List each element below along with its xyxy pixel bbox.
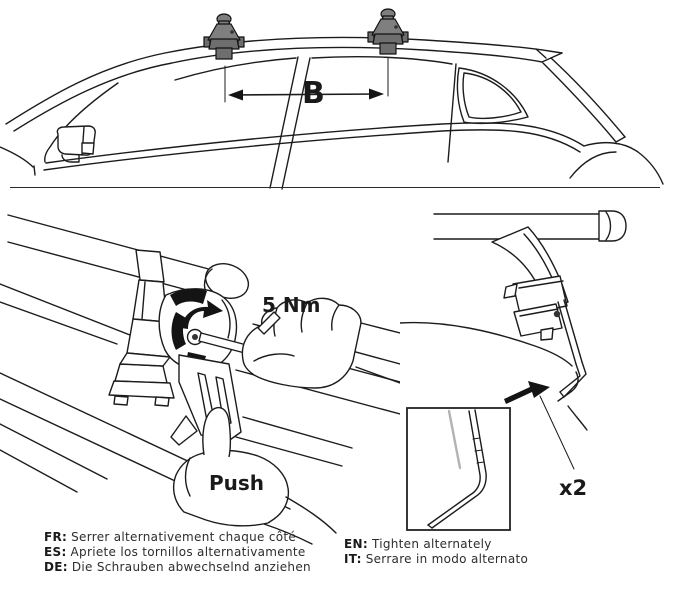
instruction-fr-text: Serrer alternativement chaque côté [71, 530, 297, 544]
car-side-view-diagram [0, 0, 675, 190]
pointer-arrow-icon [504, 381, 550, 404]
instruction-it [344, 552, 528, 567]
tightening-detail-diagram [0, 192, 400, 548]
quantity-label: x2 [559, 476, 588, 500]
clamp-strap [558, 300, 586, 397]
torque-label: 5 Nm [262, 293, 321, 317]
push-label: Push [209, 471, 265, 495]
instruction-it-text: Serrare in modo alternato [365, 552, 529, 566]
dimension-b-label: B [302, 76, 325, 111]
instruction-es-text: Apriete los tornillos alternativamente [70, 545, 306, 559]
instructions-right-column [344, 537, 528, 567]
foot-clamp-side-view [400, 192, 675, 548]
car-outline [0, 37, 663, 189]
instruction-es-lang: ES: [44, 545, 67, 559]
instruction-it-lang: IT: [344, 552, 362, 566]
instruction-de-text: Die Schrauben abwechselnd anziehen [71, 560, 311, 574]
foot-arm [492, 227, 568, 340]
section-divider [10, 187, 660, 188]
roof-bar [8, 215, 253, 304]
instruction-es [44, 545, 311, 560]
instruction-de-lang: DE: [44, 560, 68, 574]
instruction-fr-lang: FR: [44, 530, 68, 544]
instruction-fr [44, 530, 311, 545]
instruction-en-lang: EN: [344, 537, 368, 551]
instructions-left-column [44, 530, 311, 575]
instruction-en-text: Tighten alternately [371, 537, 492, 551]
detail-inset-box [407, 408, 510, 530]
instruction-en [344, 537, 528, 552]
instruction-de [44, 560, 311, 575]
